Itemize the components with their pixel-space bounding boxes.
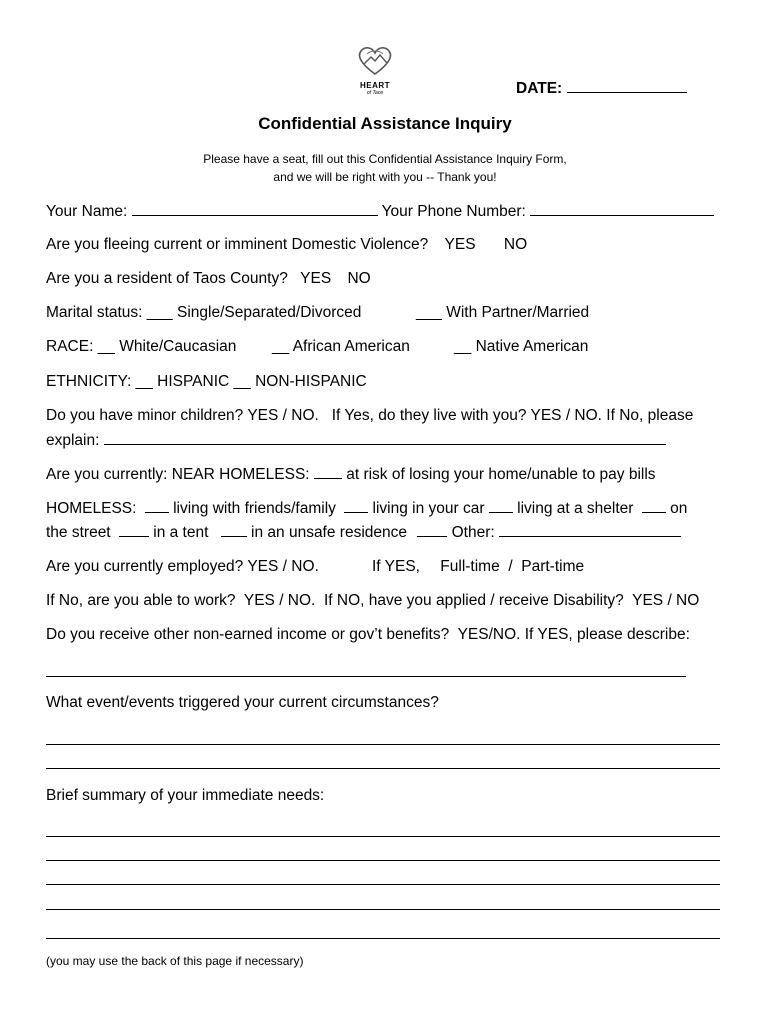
race-label: RACE: bbox=[46, 338, 94, 355]
needs-answer-line-5[interactable] bbox=[46, 938, 720, 939]
marital-question bbox=[46, 303, 361, 323]
marital-option-2 bbox=[416, 303, 589, 323]
near-homeless-label: Are you currently: NEAR HOMELESS: bbox=[46, 466, 310, 483]
resident-no-option[interactable]: NO bbox=[347, 270, 371, 287]
homeless-blank-friends[interactable] bbox=[145, 498, 169, 513]
date-field bbox=[516, 78, 687, 99]
resident-yes-option[interactable]: YES bbox=[300, 270, 332, 287]
needs-question: Brief summary of your immediate needs: bbox=[46, 787, 325, 804]
children-explain-label: explain: bbox=[46, 432, 100, 449]
ethnicity-blank-2[interactable]: __ bbox=[233, 373, 251, 390]
event-answer-line-2[interactable] bbox=[46, 768, 720, 769]
employed-question-text: Are you currently employed? YES / NO. bbox=[46, 558, 319, 575]
race-option-3 bbox=[454, 337, 588, 357]
race-blank-3[interactable]: __ bbox=[454, 338, 472, 355]
form-title: Confidential Assistance Inquiry bbox=[258, 114, 512, 133]
race-option-2 bbox=[272, 337, 410, 357]
homeless-blank-tent[interactable] bbox=[119, 522, 149, 537]
homeless-question-line-2 bbox=[46, 522, 681, 543]
race-option-native-american: Native American bbox=[475, 338, 589, 355]
race-blank-1[interactable]: __ bbox=[97, 338, 115, 355]
heart-icon bbox=[353, 44, 397, 76]
homeless-blank-other[interactable] bbox=[417, 522, 447, 537]
income-answer-line[interactable] bbox=[46, 676, 686, 677]
dv-question-text: Are you fleeing current or imminent Domestic Violence? bbox=[46, 236, 429, 253]
homeless-option-street-a: on bbox=[670, 500, 688, 517]
homeless-blank-street[interactable] bbox=[642, 498, 666, 513]
needs-answer-line-3[interactable] bbox=[46, 884, 720, 885]
dv-no-option[interactable]: NO bbox=[503, 236, 528, 253]
marital-option-single: Single/Separated/Divorced bbox=[176, 304, 362, 321]
intro-line-1: Please have a seat, fill out this Confidential Assistance Inquiry Form, bbox=[203, 152, 567, 166]
phone-input-line[interactable] bbox=[530, 201, 714, 216]
marital-option-partner: With Partner/Married bbox=[446, 304, 590, 321]
date-label: DATE: bbox=[516, 80, 563, 97]
ethnicity-option-hispanic: HISPANIC bbox=[157, 373, 230, 390]
near-homeless-question bbox=[46, 464, 656, 485]
dv-yes-option[interactable]: YES bbox=[444, 236, 476, 253]
near-homeless-blank[interactable] bbox=[314, 464, 342, 479]
intro-line-2: and we will be right with you -- Thank you! bbox=[273, 170, 497, 184]
race-blank-2[interactable]: __ bbox=[272, 338, 290, 355]
homeless-other-input-line[interactable] bbox=[499, 522, 681, 537]
logo-name: HEART bbox=[359, 81, 391, 90]
homeless-question-line-1 bbox=[46, 498, 687, 519]
homeless-blank-car[interactable] bbox=[344, 498, 368, 513]
homeless-blank-shelter[interactable] bbox=[489, 498, 513, 513]
marital-blank-2[interactable]: ___ bbox=[416, 304, 442, 321]
ethnicity-label: ETHNICITY: bbox=[46, 373, 132, 390]
needs-answer-line-1[interactable] bbox=[46, 836, 720, 837]
homeless-blank-unsafe[interactable] bbox=[221, 522, 247, 537]
marital-label: Marital status: bbox=[46, 304, 143, 321]
phone-label: Your Phone Number: bbox=[381, 203, 526, 220]
date-input-line[interactable] bbox=[567, 78, 687, 93]
homeless-label: HOMELESS: bbox=[46, 500, 137, 517]
needs-answer-line-4[interactable] bbox=[46, 909, 720, 910]
race-question bbox=[46, 337, 236, 357]
race-option-white: White/Caucasian bbox=[119, 338, 237, 355]
footer-note: (you may use the back of this page if necessary) bbox=[46, 954, 304, 968]
children-explain-input-line[interactable] bbox=[104, 430, 666, 445]
name-phone-row bbox=[46, 201, 714, 222]
ethnicity-blank-1[interactable]: __ bbox=[135, 373, 153, 390]
intro-text bbox=[0, 150, 770, 186]
race-option-african-american: African American bbox=[292, 338, 410, 355]
employed-question bbox=[46, 557, 319, 577]
employed-options[interactable]: Full-time / Part-time bbox=[440, 558, 585, 575]
able-to-work-question: If No, are you able to work? YES / NO. If NO, have you applied / receive Disability? YES / NO bbox=[46, 592, 700, 609]
homeless-option-street-b: the street bbox=[46, 524, 111, 541]
employed-followup bbox=[372, 557, 584, 577]
event-answer-line-1[interactable] bbox=[46, 744, 720, 745]
income-question: Do you receive other non-earned income or gov’t benefits? YES/NO. If YES, please describe: bbox=[46, 626, 690, 643]
homeless-option-car: living in your car bbox=[372, 500, 485, 517]
children-question-line-2 bbox=[46, 430, 666, 451]
children-question-line-1: Do you have minor children? YES / NO. If Yes, do they live with you? YES / NO. If No, please bbox=[46, 407, 694, 424]
event-question: What event/events triggered your current circumstances? bbox=[46, 694, 439, 711]
homeless-option-friends: living with friends/family bbox=[173, 500, 336, 517]
name-input-line[interactable] bbox=[132, 201, 378, 216]
homeless-option-shelter: living at a shelter bbox=[517, 500, 634, 517]
homeless-option-other: Other: bbox=[451, 524, 495, 541]
ethnicity-question bbox=[46, 372, 367, 392]
employed-if-yes-label: If YES, bbox=[372, 558, 420, 575]
logo-subtitle: of Taos bbox=[366, 90, 384, 96]
near-homeless-option: at risk of losing your home/unable to pay bills bbox=[346, 466, 656, 483]
needs-answer-line-2[interactable] bbox=[46, 860, 720, 861]
marital-blank-1[interactable]: ___ bbox=[146, 304, 173, 321]
homeless-option-tent: in a tent bbox=[153, 524, 209, 541]
resident-question bbox=[46, 269, 371, 289]
homeless-option-unsafe: in an unsafe residence bbox=[251, 524, 407, 541]
name-label: Your Name: bbox=[46, 203, 128, 220]
dv-question bbox=[46, 235, 527, 255]
ethnicity-option-non-hispanic: NON-HISPANIC bbox=[255, 373, 367, 390]
resident-question-text: Are you a resident of Taos County? bbox=[46, 270, 288, 287]
heart-of-taos-logo bbox=[353, 44, 397, 94]
